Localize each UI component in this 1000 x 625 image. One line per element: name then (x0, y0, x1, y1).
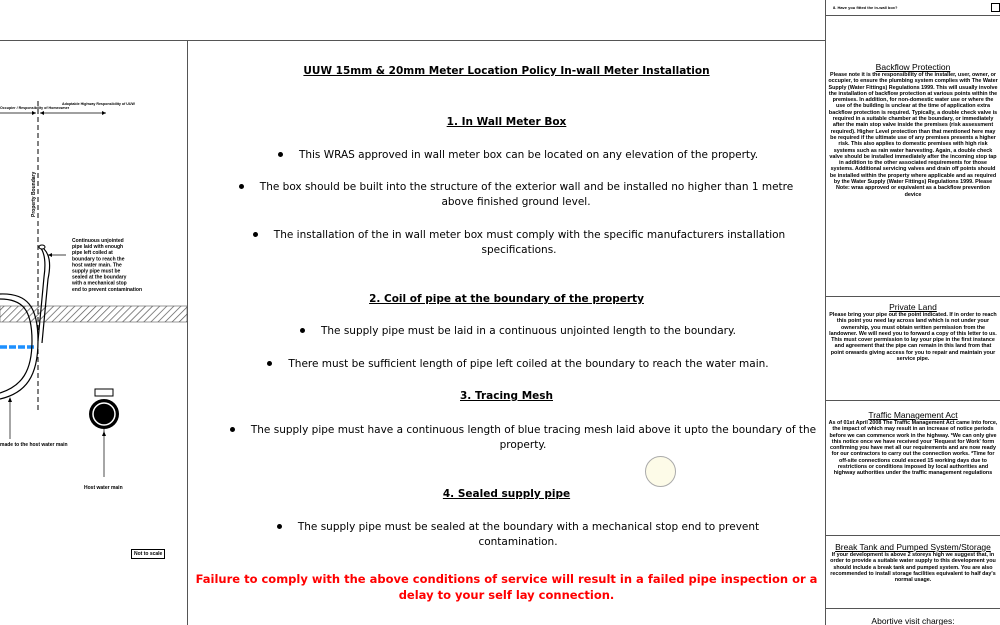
installation-diagram (0, 41, 187, 625)
coil-note: Continuous unjointed pipe laid with enough pipe left coiled at boundary to reach the host water main. The supply pipe must be sealed at the boundary with a mechanical stop end to prevent contamination (72, 238, 143, 293)
abortive-heading: Abortive visit charges: (871, 616, 955, 625)
backflow-body: Please note it is the responsibility of the installer, user, owner, or occupier, to ensure the plumbing system complies with The Water Supply (Water Fittings) Regulations 1999. This will usually involve the installation of backflow protection at various points within the premises. In addition, for non-domestic water use or where the use of the building is unclear at the time of application extra backflow protection is required. Typically, a double check valve is required in a suitable chamber at the boundary, or immediately after the main stop valve inside the premises (risk assessment required). Higher Level protection than that mentioned here may be required if the ultimate use of any premises presents a higher risk. This also applies to domestic premises with high risk systems such as rain water harvesting. Again, a double check valve should be installed immediately after the incoming stop tap in addition to the other associated requirements for those systems. Additional servicing valves and drain off points should be installed within the property where applicable and as required by the Water Supply (Water Fittings) Regulations 1999. Please Note: wras approved or equivalent as a backflow prevention device (828, 72, 998, 198)
bullet-meter-box-specifications: The installation of the in wall meter box must comply with the specific manufacturers installation specifications. (244, 228, 794, 258)
abortive-visit-block (826, 616, 1000, 625)
bullet-tracing-mesh: The supply pipe must have a continuous length of blue tracing mesh laid above it upto the boundary of the property. (228, 423, 818, 453)
backflow-protection-block (826, 62, 1000, 198)
bullet-dot (267, 361, 272, 366)
bullet-continuous-length: The supply pipe must be laid in a continuous unjointed length to the boundary. (268, 324, 768, 339)
bullet-dot (253, 232, 258, 237)
bullet-dot (278, 152, 283, 157)
panel-divider (826, 608, 1000, 609)
traffic-body: As of 01st April 2008 The Traffic Management Act came into force, the impact of which may result in an increase of notice periods before we can commence work in the highway. *We can only give this notice once we have received your 'Request for Work' form confirming you have met all our requirements and are now ready for our contractors to carry out the connection works. *Time for off-site connections could exceed 15 working days due to restrictions or conditions imposed by local authorities and highway authorities under the traffic management regulations (828, 420, 998, 477)
fitted-box-question: 8. Have you fitted the in-wall box? (833, 5, 898, 10)
not-to-scale-label: Not to scale (131, 549, 165, 559)
page-title: UUW 15mm & 20mm Meter Location Policy In-wall Meter Installation (303, 65, 710, 77)
bullet-meter-box-elevation: This WRAS approved in wall meter box can be located on any elevation of the property. (248, 148, 788, 163)
host-main-label: Host water main (84, 485, 123, 491)
document-body (188, 41, 825, 625)
bullet-dot (300, 328, 305, 333)
traffic-heading: Traffic Management Act (868, 410, 958, 420)
bullet-dot (277, 524, 282, 529)
break-tank-body: If your development is above 2 storeys high we suggest that, in order to provide a suitable water supply to this development you should include a break tank and pumped system. You are also recommended to install storage facilities equivalent to half day's normal usage. (830, 552, 996, 584)
occupier-label: Occupier / Responsibility of Homeowner (0, 106, 70, 110)
bullet-sealed-pipe: The supply pipe must be sealed at the boundary with a mechanical stop end to prevent contamination. (248, 520, 788, 550)
section-heading-sealed-supply-pipe: 4. Sealed supply pipe (442, 488, 571, 500)
bullet-meter-box-height: The box should be built into the structure of the exterior wall and be installed no higher than 1 metre above finished ground level. (236, 180, 796, 210)
connection-note: made to the host water main (0, 442, 68, 448)
panel-divider (826, 296, 1000, 297)
break-tank-block (826, 542, 1000, 583)
highway-label: Adoptable Highway Responsibility of UUW (62, 102, 135, 106)
break-tank-heading: Break Tank and Pumped System/Storage (835, 542, 991, 552)
bullet-sufficient-length: There must be sufficient length of pipe left coiled at the boundary to reach the water main. (248, 357, 788, 372)
failure-warning: Failure to comply with the above conditions of service will result in a failed pipe inspection or a delay to your self lay connection. (195, 572, 818, 602)
private-land-block (826, 302, 1000, 362)
conditions-panel (826, 16, 1000, 625)
property-boundary-label: Property Boundary (31, 171, 37, 217)
bullet-dot (239, 184, 244, 189)
private-land-body: Please bring your pipe out the point indicated. If in order to reach this point you need lay across land which is not under your ownership, you must obtain written permission from the landowner. We will need you to forward a copy of this letter to us. This must cover permission to lay your pipe in the first instance and agreement that the pipe can remain in this land from that point onwards giving access for you to repair and maintain your service pipe. (829, 312, 997, 363)
section-heading-in-wall-meter-box: 1. In Wall Meter Box (446, 116, 567, 128)
fitted-box-checkbox[interactable] (991, 3, 1000, 12)
bullet-dot (230, 427, 235, 432)
section-heading-coil-of-pipe: 2. Coil of pipe at the boundary of the property (369, 293, 644, 305)
panel-divider (826, 535, 1000, 536)
panel-divider (826, 400, 1000, 401)
private-land-heading: Private Land (889, 302, 937, 312)
backflow-heading: Backflow Protection (875, 62, 951, 72)
cursor-highlight (645, 456, 676, 487)
section-heading-tracing-mesh: 3. Tracing Mesh (460, 390, 553, 402)
traffic-management-block (826, 410, 1000, 477)
